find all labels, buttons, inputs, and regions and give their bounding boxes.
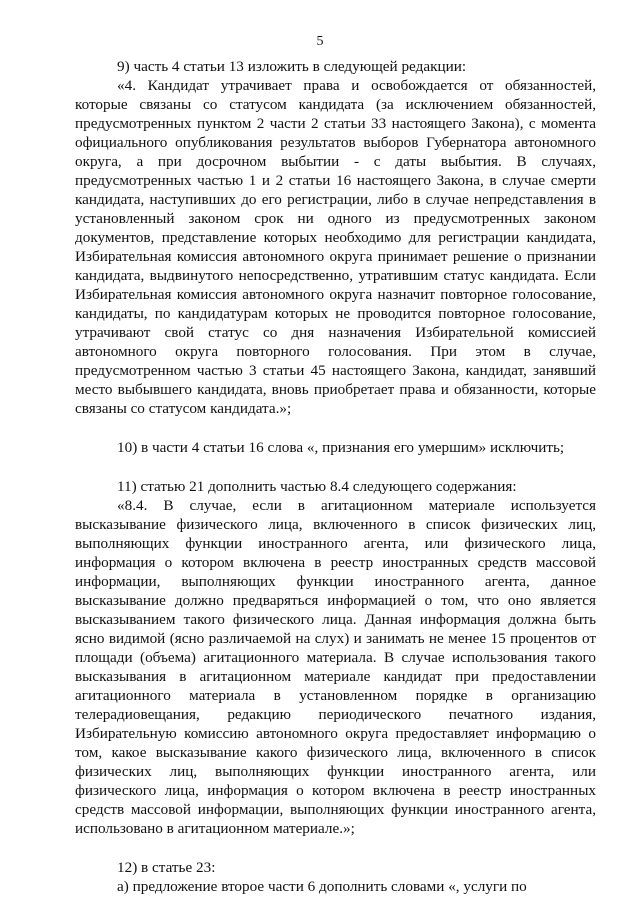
amendment-quote: «8.4. В случае, если в агитационном материале используется высказывание физического лица, включенного в список физических лиц, выполняющих функции иностранного агента, или физического лица, информация о котором включена в реестр иностранных средств массовой информации, выполняющих функции иностранного агента, данное высказывание должно предваряться информацией о том, что оно является высказыванием такого физического лица. Данная информация должна быть ясно видимой (ясно различаемой на слух) и занимать не менее 15 процентов от площади (объема) агитационного материала. В случае использования такого высказывания в агитационном материале кандидат при предоставлении агитационного материала в установленном порядке в организацию телерадиовещания, редакцию периодического печатного издания, Избирательную комиссию автономного округа предоставляет информацию о том, какое высказывание какого физического лица, включенного в список физических лиц, выполняющих функции иностранного агента, или физического лица, информация о котором включена в реестр иностранных средств массовой информации, выполняющих функции иностранного агента, использовано в агитационном материале.»; <box>75 497 596 837</box>
amendment-item-12 <box>75 858 596 896</box>
amendment-item-10 <box>75 438 596 457</box>
amendment-heading: 12) в статье 23: <box>117 859 216 876</box>
amendment-subitem: а) предложение второе части 6 дополнить словами «, услуги по <box>117 878 527 895</box>
amendment-item-11 <box>75 477 596 838</box>
amendment-heading: 11) статью 21 дополнить частью 8.4 следующего содержания: <box>117 478 517 495</box>
amendment-heading: 9) часть 4 статьи 13 изложить в следующей редакции: <box>117 58 467 75</box>
amendment-item-9 <box>75 57 596 418</box>
page-number: 5 <box>316 34 324 49</box>
amendment-quote: «4. Кандидат утрачивает права и освобождается от обязанностей, которые связаны со статусом кандидата (за исключением обязанностей, предусмотренных пунктом 2 части 2 статьи 33 настоящего Закона), с момента официального опубликования результатов выборов Губернатора автономного округа, а при досрочном выбытии - с даты выбытия. В случаях, предусмотренных частью 1 и 2 статьи 16 настоящего Закона, в случае смерти кандидата, наступивших до его регистрации, либо в случае непредставления в установленный законом срок ни одного из предусмотренных законом документов, представление которых необходимо для регистрации кандидата, Избирательная комиссия автономного округа принимает решение о признании кандидата, выдвинутого непосредственно, утратившим статус кандидата. Если Избирательная комиссия автономного округа назначит повторное голосование, кандидаты, по кандидатурам которых не проводится повторное голосование, утрачивают свой статус со дня назначения Избирательной комиссией автономного округа повторного голосования. При этом в случае, предусмотренном частью 3 статьи 45 настоящего Закона, кандидат, занявший место выбывшего кандидата, вновь приобретает права и обязанности, которые связаны со статусом кандидата.»; <box>75 77 596 417</box>
document-body <box>75 57 596 896</box>
amendment-heading: 10) в части 4 статьи 16 слова «, признания его умершим» исключить; <box>117 439 565 456</box>
